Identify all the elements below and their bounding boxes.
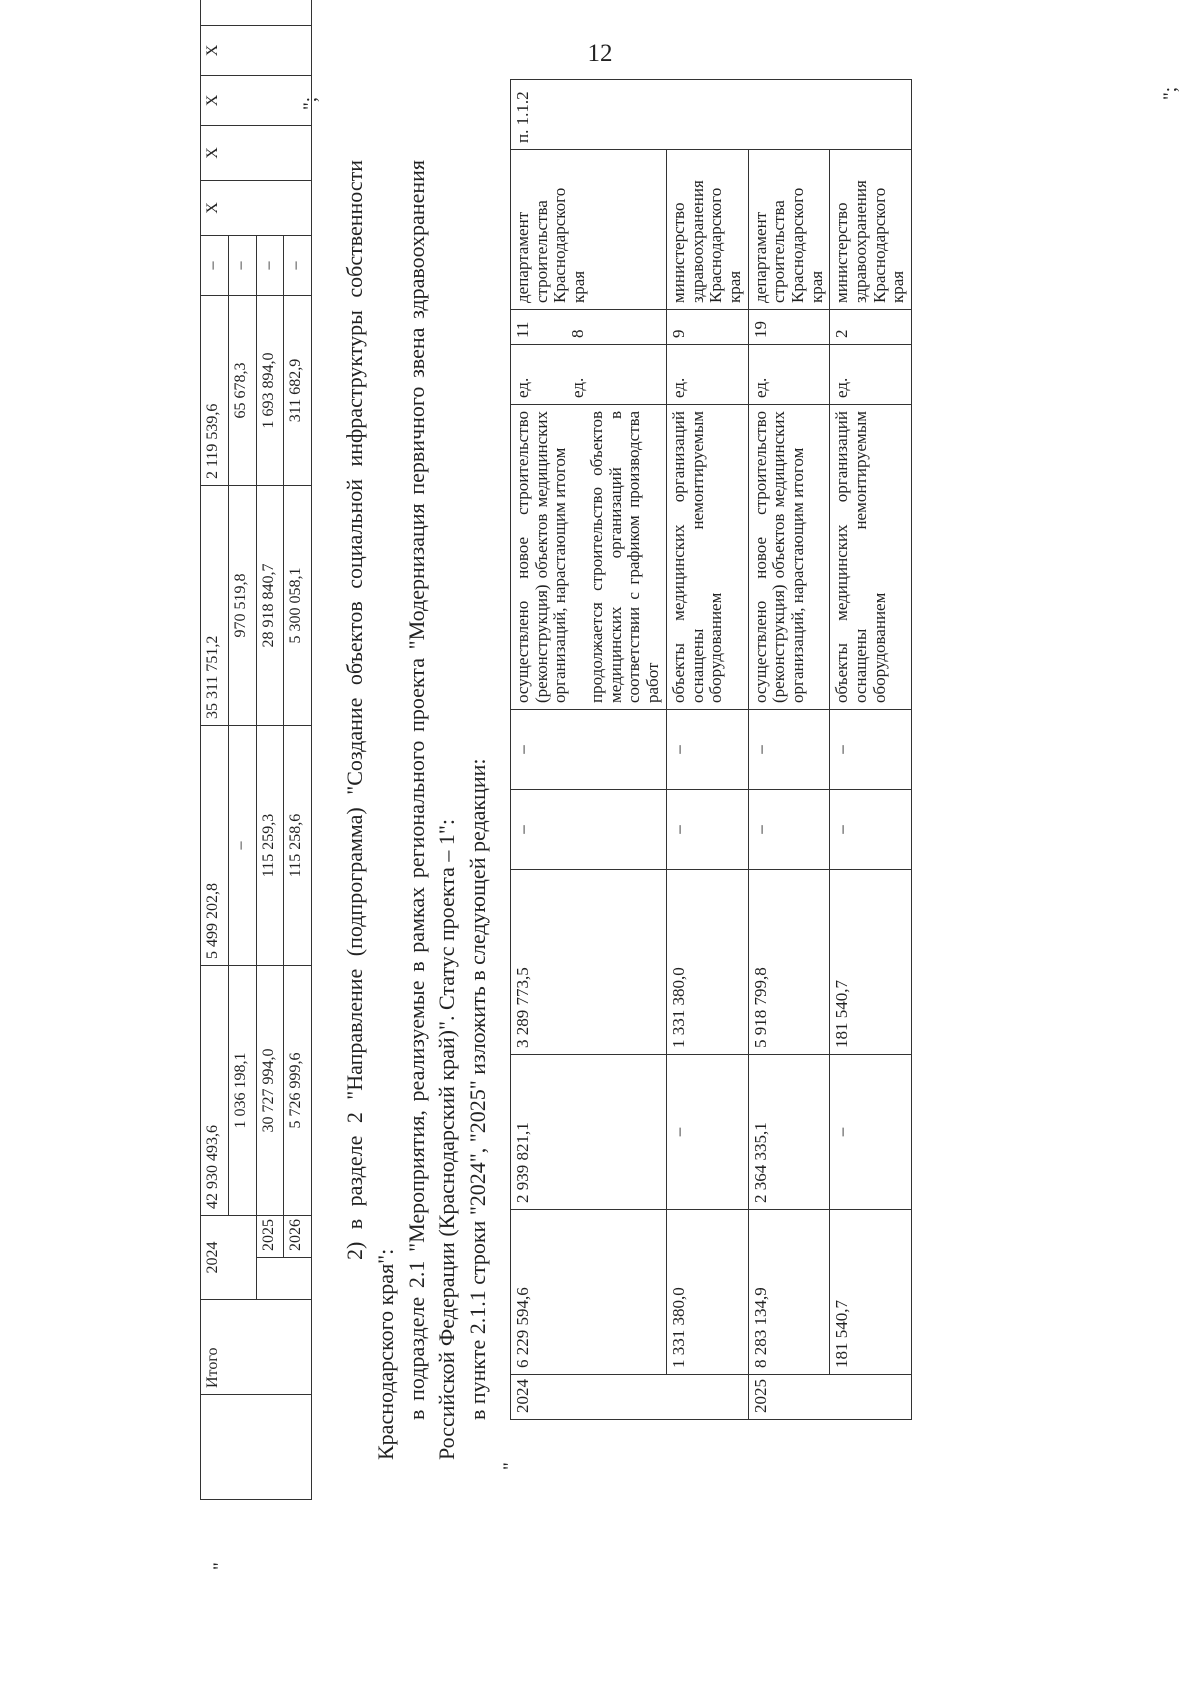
reference-cell: п. 1.1.2 (511, 80, 912, 150)
value-cell: – (201, 236, 229, 296)
qty-cell: 19 (748, 310, 830, 345)
x-cell: X (201, 181, 312, 236)
value-cell: 5 918 799,8 (748, 870, 830, 1055)
x-cell (201, 0, 312, 26)
result-text: осуществлено новое строительство (реконструкция) объектов медицинских организаций, нарастающим итогом (513, 411, 570, 703)
qty-cell: 9 (666, 310, 748, 345)
year-cell: 2024 (511, 1375, 749, 1420)
value-cell: 115 259,3 (256, 726, 284, 966)
responsible-cell: министерство здравоохранения Краснодарского края (830, 150, 912, 310)
table-row (748, 80, 830, 1420)
qty-text: 11 (513, 321, 532, 338)
value-cell: – (830, 1055, 912, 1210)
total-cell: 1 331 380,0 (666, 1210, 748, 1375)
unit-cell: ед. (748, 345, 830, 405)
qty-text: 8 (567, 329, 587, 338)
unit-text: ед. (567, 377, 587, 398)
summary-spacer (201, 1395, 312, 1500)
close-quote: "; (300, 96, 321, 110)
open-quote: " (210, 1562, 231, 1570)
table-row (830, 80, 912, 1420)
value-cell: 1 693 894,0 (256, 296, 284, 486)
responsible-cell: департамент строительства Краснодарского края (748, 150, 830, 310)
total-cell: 1 036 198,1 (228, 966, 256, 1216)
value-cell: 970 519,8 (228, 486, 256, 726)
value-cell: 2 119 539,6 (201, 296, 229, 486)
open-quote: " (500, 1462, 521, 1470)
value-cell: 3 289 773,5 (511, 870, 667, 1055)
value-cell: 65 678,3 (228, 296, 256, 486)
summary-label: Итого (201, 1300, 312, 1395)
close-quote: "; (1160, 86, 1181, 100)
result-description: объекты медицинских организаций оснащены немонтируемым оборудованием (830, 405, 912, 710)
value-cell: – (284, 236, 312, 296)
value-cell: 181 540,7 (830, 870, 912, 1055)
x-cell: X (201, 76, 312, 126)
paragraph-subsection-2-1: в подразделе 2.1 "Мероприятия, реализуемые в рамках регионального проекта "Модернизация первичного звена здравоохранения Российской Федерации (Краснодарский край)". Статус проекта – 1": (403, 160, 460, 1460)
value-cell: – (511, 710, 667, 790)
rotated-content (200, 44, 1200, 1580)
year-cell: 2025 (748, 1375, 912, 1420)
total-cell: 181 540,7 (830, 1210, 912, 1375)
value-cell: 1 331 380,0 (666, 870, 748, 1055)
value-cell: 2 939 821,1 (511, 1055, 667, 1210)
qty-cell (511, 310, 667, 345)
value-cell: 2 364 335,1 (748, 1055, 830, 1210)
total-cell: 42 930 493,6 (201, 966, 229, 1216)
value-cell: – (666, 790, 748, 870)
measures-table (510, 79, 912, 1420)
x-cell: X (201, 26, 312, 76)
value-cell: – (830, 710, 912, 790)
value-cell: – (256, 236, 284, 296)
unit-cell: ед. (666, 345, 748, 405)
result-description (511, 405, 667, 710)
x-cell: X (201, 126, 312, 181)
value-cell: – (511, 790, 667, 870)
year-cell: 2026 (284, 1216, 312, 1258)
summary-row (201, 0, 229, 1500)
amendment-text (340, 160, 494, 1460)
year-spacer (256, 1258, 312, 1300)
qty-cell: 2 (830, 310, 912, 345)
value-cell: – (228, 726, 256, 966)
total-cell: 5 726 999,6 (284, 966, 312, 1216)
value-cell: – (748, 710, 830, 790)
responsible-cell: министерство здравоохранения Краснодарского края (666, 150, 748, 310)
paragraph-section-2: 2) в разделе 2 "Направление (подпрограмма) "Создание объектов социальной инфраструктуры собственности Краснодарского края": (342, 160, 398, 1460)
total-cell: 8 283 134,9 (748, 1210, 830, 1375)
table-row (511, 80, 667, 1420)
value-cell: – (830, 790, 912, 870)
value-cell: – (228, 236, 256, 296)
table-row (666, 80, 748, 1420)
value-cell: 311 682,9 (284, 296, 312, 486)
value-cell: 35 311 751,2 (201, 486, 229, 726)
value-cell: – (666, 710, 748, 790)
year-cell: 2025 (256, 1216, 284, 1258)
unit-cell (511, 345, 667, 405)
total-cell: 6 229 594,6 (511, 1210, 667, 1375)
value-cell: 5 300 058,1 (284, 486, 312, 726)
result-description: осуществлено новое строительство (реконструкция) объектов медицинских организаций, нарастающим итогом (748, 405, 830, 710)
responsible-cell: департамент строительства Краснодарского края (511, 150, 667, 310)
unit-text: ед. (513, 377, 532, 398)
result-text: продолжается строительство объектов медицинских организаций в соответствии с графиком производства работ (587, 411, 663, 703)
paragraph-item-2-1-1: в пункте 2.1.1 строки "2024", "2025" изложить в следующей редакции: (465, 758, 491, 1420)
value-cell: 28 918 840,7 (256, 486, 284, 726)
unit-cell: ед. (830, 345, 912, 405)
page-number: 12 (587, 40, 613, 67)
year-cell: 2024 (201, 1216, 257, 1300)
value-cell: – (748, 790, 830, 870)
result-description: объекты медицинских организаций оснащены немонтируемым оборудованием (666, 405, 748, 710)
value-cell: – (666, 1055, 748, 1210)
value-cell: 115 258,6 (284, 726, 312, 966)
summary-table (200, 0, 312, 1500)
value-cell: 5 499 202,8 (201, 726, 229, 966)
total-cell: 30 727 994,0 (256, 966, 284, 1216)
